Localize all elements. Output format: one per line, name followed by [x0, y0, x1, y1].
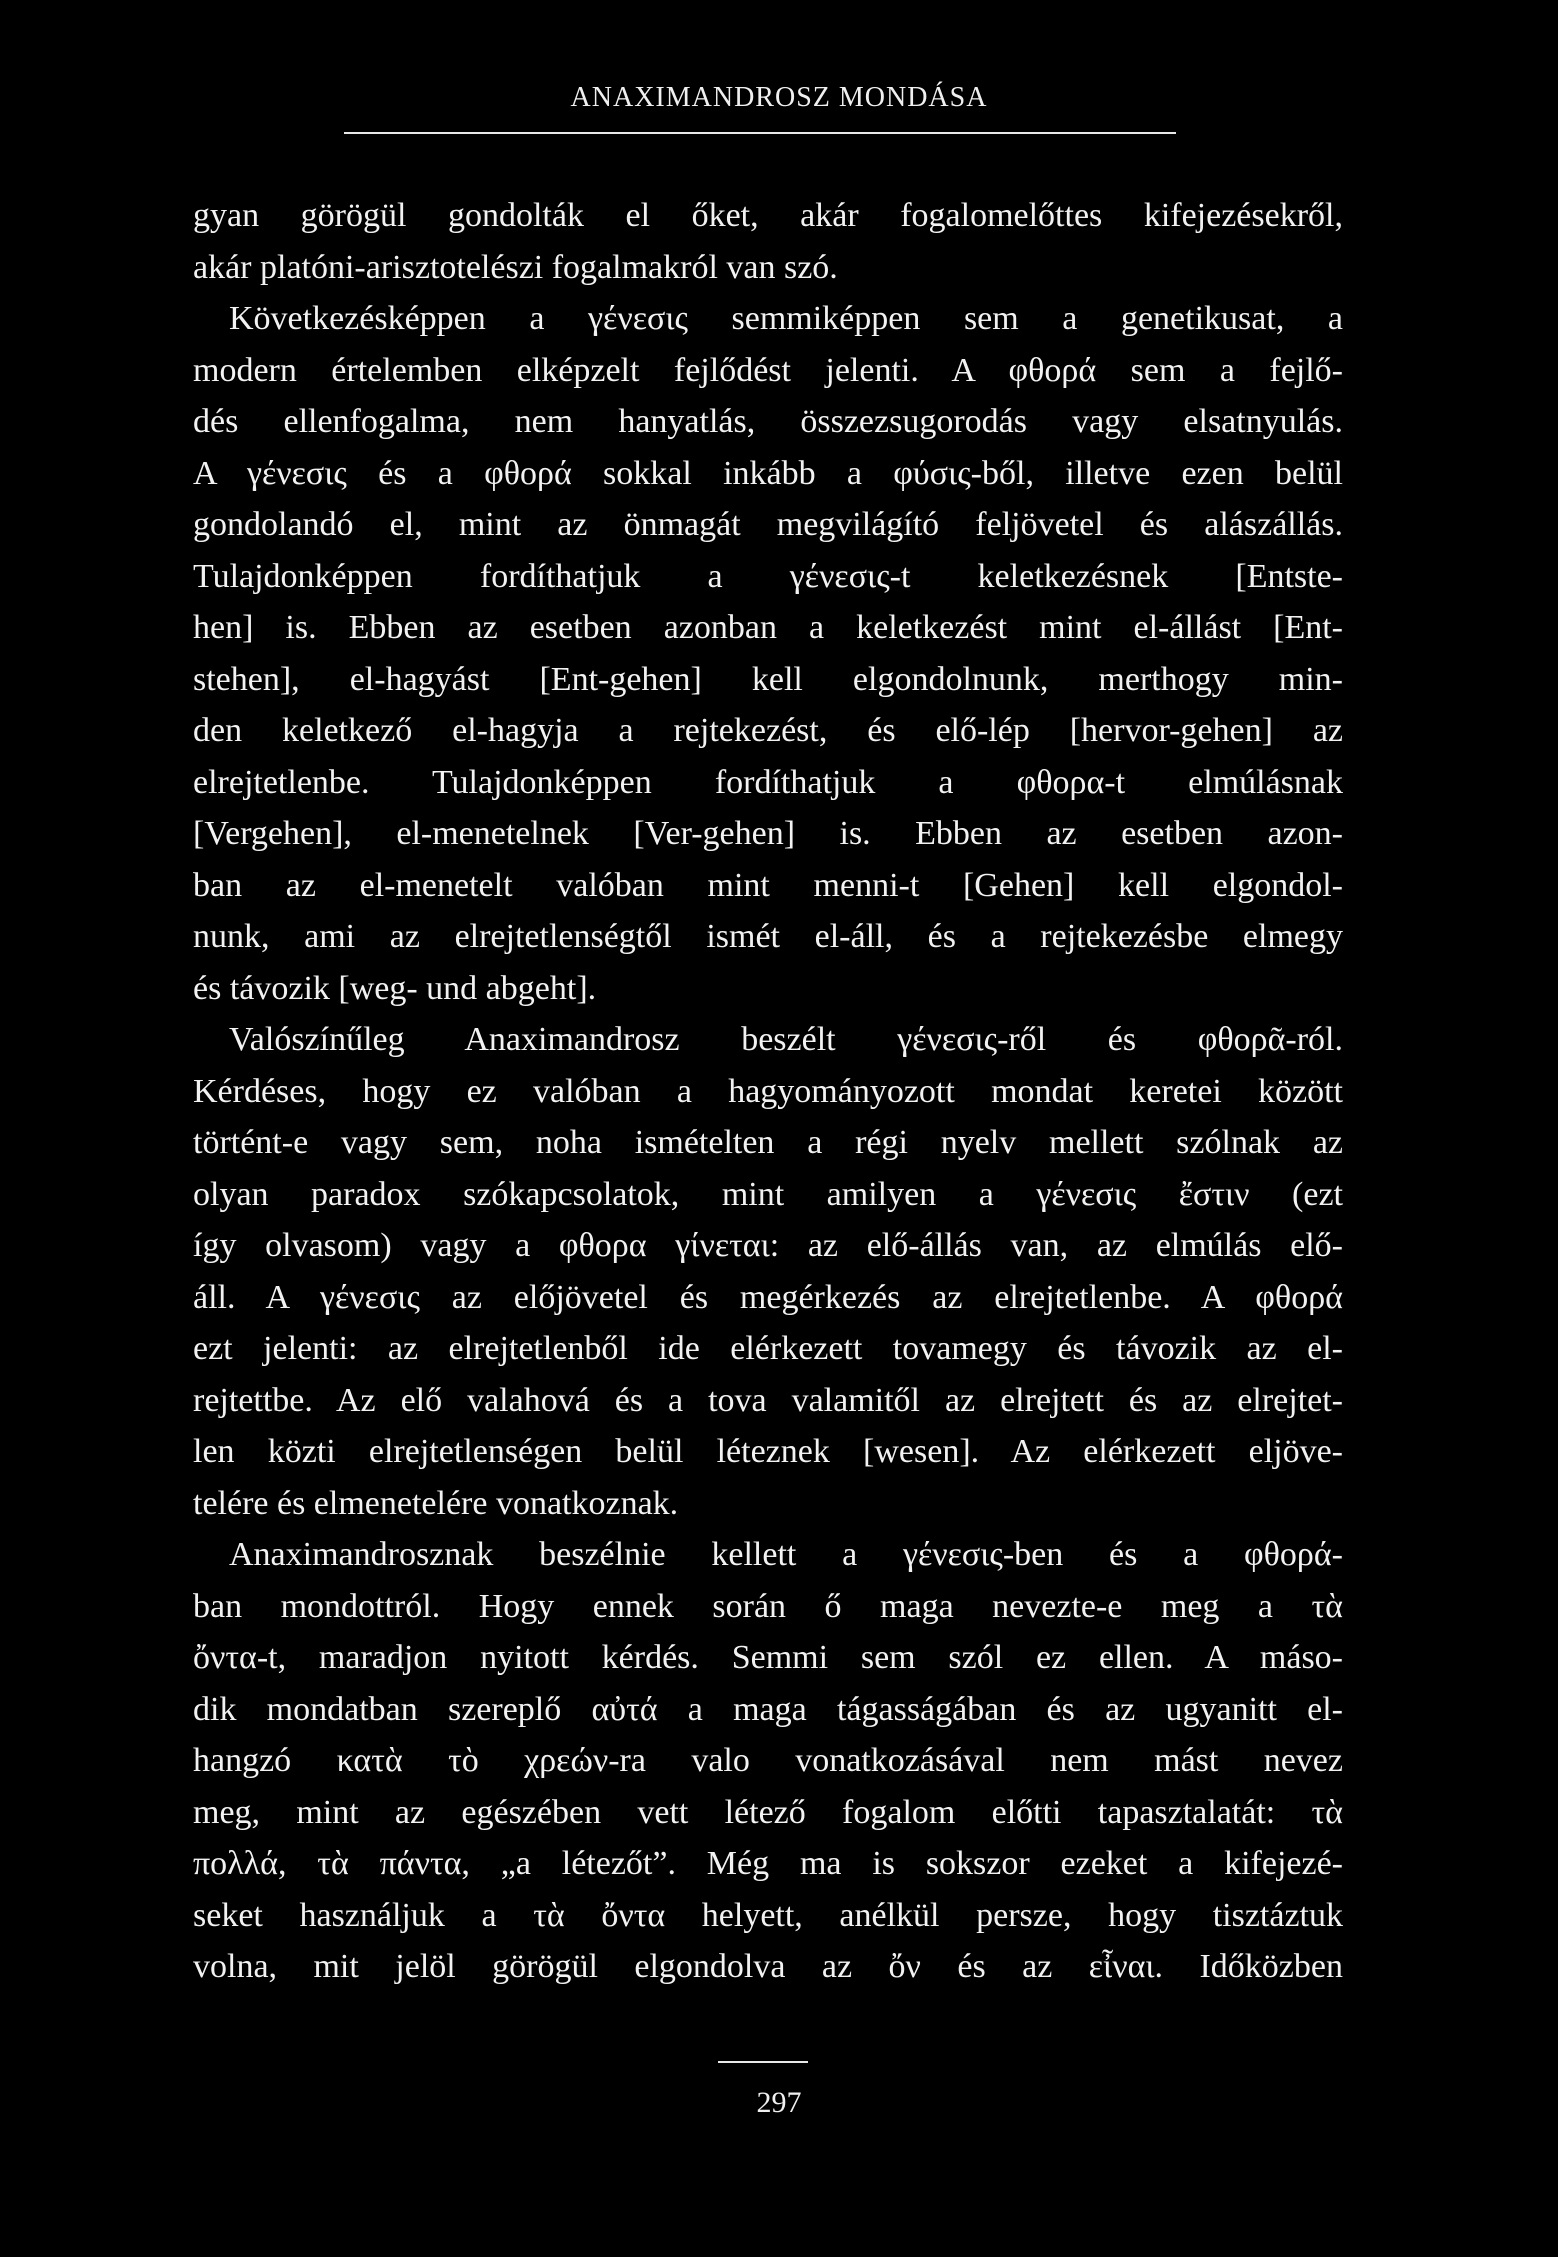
text-line: olyan paradox szókapcsolatok, mint amilyen a γένεσις ἔστιν (ezt: [193, 1175, 1343, 1213]
text-line: Kérdéses, hogy ez valóban a hagyományozott mondat keretei között: [193, 1072, 1343, 1110]
text-line: gondolandó el, mint az önmagát megvilágító feljövetel és alászállás.: [193, 506, 1343, 543]
text-line: hangzó κατὰ τὸ χρεών-ra valo vonatkozásával nem mást nevez: [193, 1742, 1343, 1779]
text-line: akár platóni-arisztotelészi fogalmakról van szó.: [193, 248, 838, 286]
text-line: modern értelemben elképzelt fejlődést jelenti. A φθορά sem a fejlő-: [193, 351, 1343, 389]
text-line: történt-e vagy sem, noha ismételten a régi nyelv mellett szólnak az: [193, 1124, 1343, 1161]
page-number: 297: [756, 2086, 802, 2119]
running-head: ANAXIMANDROSZ MONDÁSA: [570, 82, 988, 113]
text-line: ban az el-menetelt valóban mint menni-t [Gehen] kell elgondol-: [193, 866, 1343, 904]
text-line: stehen], el-hagyást [Ent-gehen] kell elgondolnunk, merthogy min-: [193, 660, 1343, 698]
text-line: A γένεσις és a φθορά sokkal inkább a φύσις-ből, illetve ezen belül: [193, 454, 1343, 492]
text-line: így olvasom) vagy a φθορα γίνεται: az elő-állás van, az elmúlás elő-: [193, 1227, 1343, 1264]
footer-divider: [718, 2061, 808, 2063]
text-line: gyan görögül gondolták el őket, akár fogalomelőttes kifejezésekről,: [193, 197, 1343, 234]
text-line: és távozik [weg- und abgeht].: [193, 969, 597, 1007]
text-line: volna, mit jelöl görögül elgondolva az ὄν és az εἶναι. Időközben: [193, 1948, 1343, 1985]
text-line: len közti elrejtetlenségen belül léteznek [wesen]. Az elérkezett eljöve-: [193, 1433, 1343, 1470]
text-line: hen] is. Ebben az esetben azonban a keletkezést mint el-állást [Ent-: [193, 609, 1343, 646]
text-line: rejtettbe. Az elő valahová és a tova valamitől az elrejtett és az elrejtet-: [193, 1381, 1343, 1419]
text-line: nunk, ami az elrejtetlenségtől ismét el-áll, és a rejtekezésbe elmegy: [193, 918, 1343, 955]
text-line: elrejtetlenbe. Tulajdonképpen fordíthatjuk a φθορα-t elmúlásnak: [193, 763, 1343, 801]
text-line: dik mondatban szereplő αὐτά a maga tágasságában és az ugyanitt el-: [193, 1690, 1343, 1728]
text-line: den keletkező el-hagyja a rejtekezést, és elő-lép [hervor-gehen] az: [193, 712, 1343, 749]
text-line: seket használjuk a τὰ ὄντα helyett, anélkül persze, hogy tisztáztuk: [193, 1896, 1343, 1934]
text-line: [Vergehen], el-menetelnek [Ver-gehen] is. Ebben az esetben azon-: [193, 815, 1343, 852]
body-text: [193, 190, 1343, 1993]
text-line: πολλά, τὰ πάντα, „a létezőt”. Még ma is sokszor ezeket a kifejezé-: [193, 1845, 1343, 1882]
text-line: meg, mint az egészében vett létező fogalom előtti tapasztalatát: τὰ: [193, 1793, 1343, 1831]
text-line: Tulajdonképpen fordíthatjuk a γένεσις-t keletkezésnek [Entste-: [193, 557, 1343, 595]
text-line: Anaximandrosznak beszélnie kellett a γένεσις-ben és a φθορά-: [229, 1536, 1343, 1573]
text-line: telére és elmenetelére vonatkoznak.: [193, 1484, 679, 1522]
text-line: dés ellenfogalma, nem hanyatlás, összezsugorodás vagy elsatnyulás.: [193, 403, 1343, 440]
text-line: Valószínűleg Anaximandrosz beszélt γένεσις-ről és φθορᾶ-ról.: [229, 1021, 1343, 1058]
header-divider: [344, 132, 1176, 134]
text-line: ban mondottról. Hogy ennek során ő maga nevezte-e meg a τὰ: [193, 1587, 1343, 1625]
text-line: Következésképpen a γένεσις semmiképpen sem a genetikusat, a: [229, 300, 1343, 337]
text-line: áll. A γένεσις az előjövetel és megérkezés az elrejtetlenbe. A φθορά: [193, 1278, 1343, 1316]
text-line: ὄντα-t, maradjon nyitott kérdés. Semmi sem szól ez ellen. A máso-: [193, 1639, 1343, 1676]
text-line: ezt jelenti: az elrejtetlenből ide elérkezett tovamegy és távozik az el-: [193, 1330, 1343, 1367]
